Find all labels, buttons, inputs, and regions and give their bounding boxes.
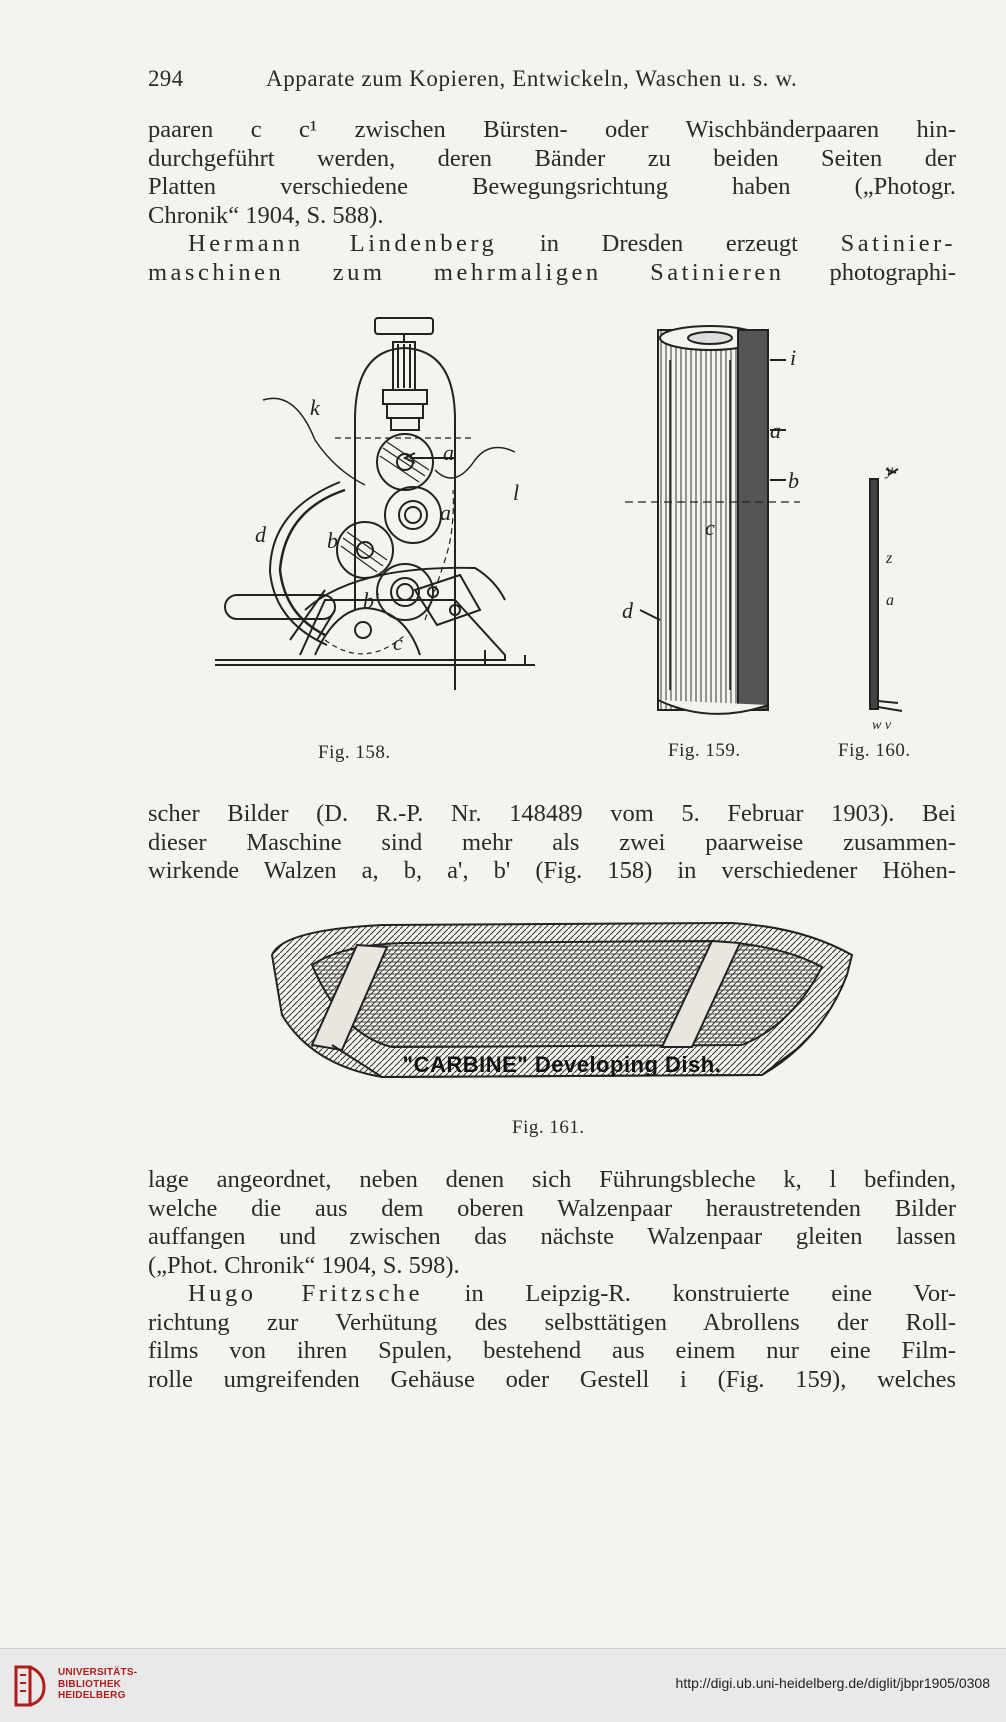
label-b: b xyxy=(327,528,338,553)
caption-fig-160: Fig. 160. xyxy=(838,740,911,761)
author-name: Hugo Fritzsche xyxy=(188,1280,423,1307)
text-line: auffangen und zwischen das nächste Walzenpaar gleiten lassen xyxy=(148,1223,956,1251)
paragraph-2 xyxy=(148,230,956,287)
label-b-prime: b' xyxy=(363,588,379,613)
label-l: l xyxy=(513,480,520,505)
running-title: Apparate zum Kopieren, Entwickeln, Waschen u. s. w. xyxy=(266,66,798,91)
text-line: („Phot. Chronik“ 1904, S. 598). xyxy=(148,1251,460,1279)
label-b: b xyxy=(788,468,799,493)
label-a: a xyxy=(443,440,454,465)
text-line: Hugo Fritzsche in Leipzig-R. konstruierte eine Vor- xyxy=(188,1280,957,1307)
paragraph-3 xyxy=(148,800,956,886)
digitization-footer xyxy=(0,1648,1006,1722)
page-number: 294 xyxy=(148,66,184,91)
library-name: UNIVERSITÄTS- BIBLIOTHEK HEIDELBERG xyxy=(58,1667,138,1701)
caption-fig-161: Fig. 161. xyxy=(512,1117,585,1138)
text-line: richtung zur Verhütung des selbsttätigen Abrollens der Roll- xyxy=(148,1308,956,1336)
caption-fig-158: Fig. 158. xyxy=(318,742,391,763)
paragraph-1 xyxy=(148,116,956,230)
text-line: paaren c c¹ zwischen Bürsten- oder Wischbänderpaaren hin- xyxy=(148,116,956,143)
figure-159-film-roll-holder xyxy=(610,320,810,740)
text-line: durchgeführt werden, deren Bänder zu beiden Seiten der xyxy=(148,144,956,172)
label-z: z xyxy=(886,550,893,567)
text-line: lage angeordnet, neben denen sich Führungsbleche k, l befinden, xyxy=(148,1166,956,1193)
text-line: wirkende Walzen a, b, a', b' (Fig. 158) in verschiedener Höhen- xyxy=(148,857,956,885)
label-i: i xyxy=(790,345,797,370)
label-a-prime: a' xyxy=(440,500,456,525)
label-c: c xyxy=(705,515,715,540)
dish-inscription: "CARBINE" Developing Dish. xyxy=(402,1052,722,1077)
text-line: rolle umgreifenden Gehäuse oder Gestell i (Fig. 159), welches xyxy=(148,1365,956,1393)
library-logo-icon xyxy=(10,1663,50,1709)
text-line: Chronik“ 1904, S. 588). xyxy=(148,201,384,229)
caption-fig-159: Fig. 159. xyxy=(668,740,741,761)
text-line: dieser Maschine sind mehr als zwei paarweise zusammen- xyxy=(148,828,956,856)
text-line: Platten verschiedene Bewegungsrichtung haben („Photogr. xyxy=(148,173,956,201)
label-c: c xyxy=(393,630,403,655)
label-a: a xyxy=(770,418,781,443)
text-line: Hermann Lindenberg in Dresden erzeugt Satinier- xyxy=(188,230,957,257)
label-d: d xyxy=(622,598,633,623)
label-d: d xyxy=(255,522,266,547)
text-line: maschinen zum mehrmaligen Satinieren photographi- xyxy=(148,258,956,286)
text-line: films von ihren Spulen, bestehend aus einem nur eine Film- xyxy=(148,1337,956,1365)
paragraph-4 xyxy=(148,1166,956,1280)
author-name: Hermann Lindenberg xyxy=(188,230,498,257)
label-y: y xyxy=(886,462,894,479)
figure-161-developing-dish xyxy=(262,905,862,1105)
label-k: k xyxy=(310,395,320,420)
text-line: scher Bilder (D. R.-P. Nr. 148489 vom 5. Februar 1903). Bei xyxy=(148,800,956,827)
paragraph-5 xyxy=(148,1280,956,1394)
figure-160-film-strip xyxy=(858,462,928,735)
label-a: a xyxy=(886,592,894,609)
source-url-link[interactable]: http://digi.ub.uni-heidelberg.de/diglit/jbpr1905/0308 xyxy=(675,1675,990,1691)
text-line: welche die aus dem oberen Walzenpaar heraustretenden Bilder xyxy=(148,1194,956,1222)
label-wv: w v xyxy=(872,718,892,733)
figure-158-satinier-machine xyxy=(215,310,545,730)
